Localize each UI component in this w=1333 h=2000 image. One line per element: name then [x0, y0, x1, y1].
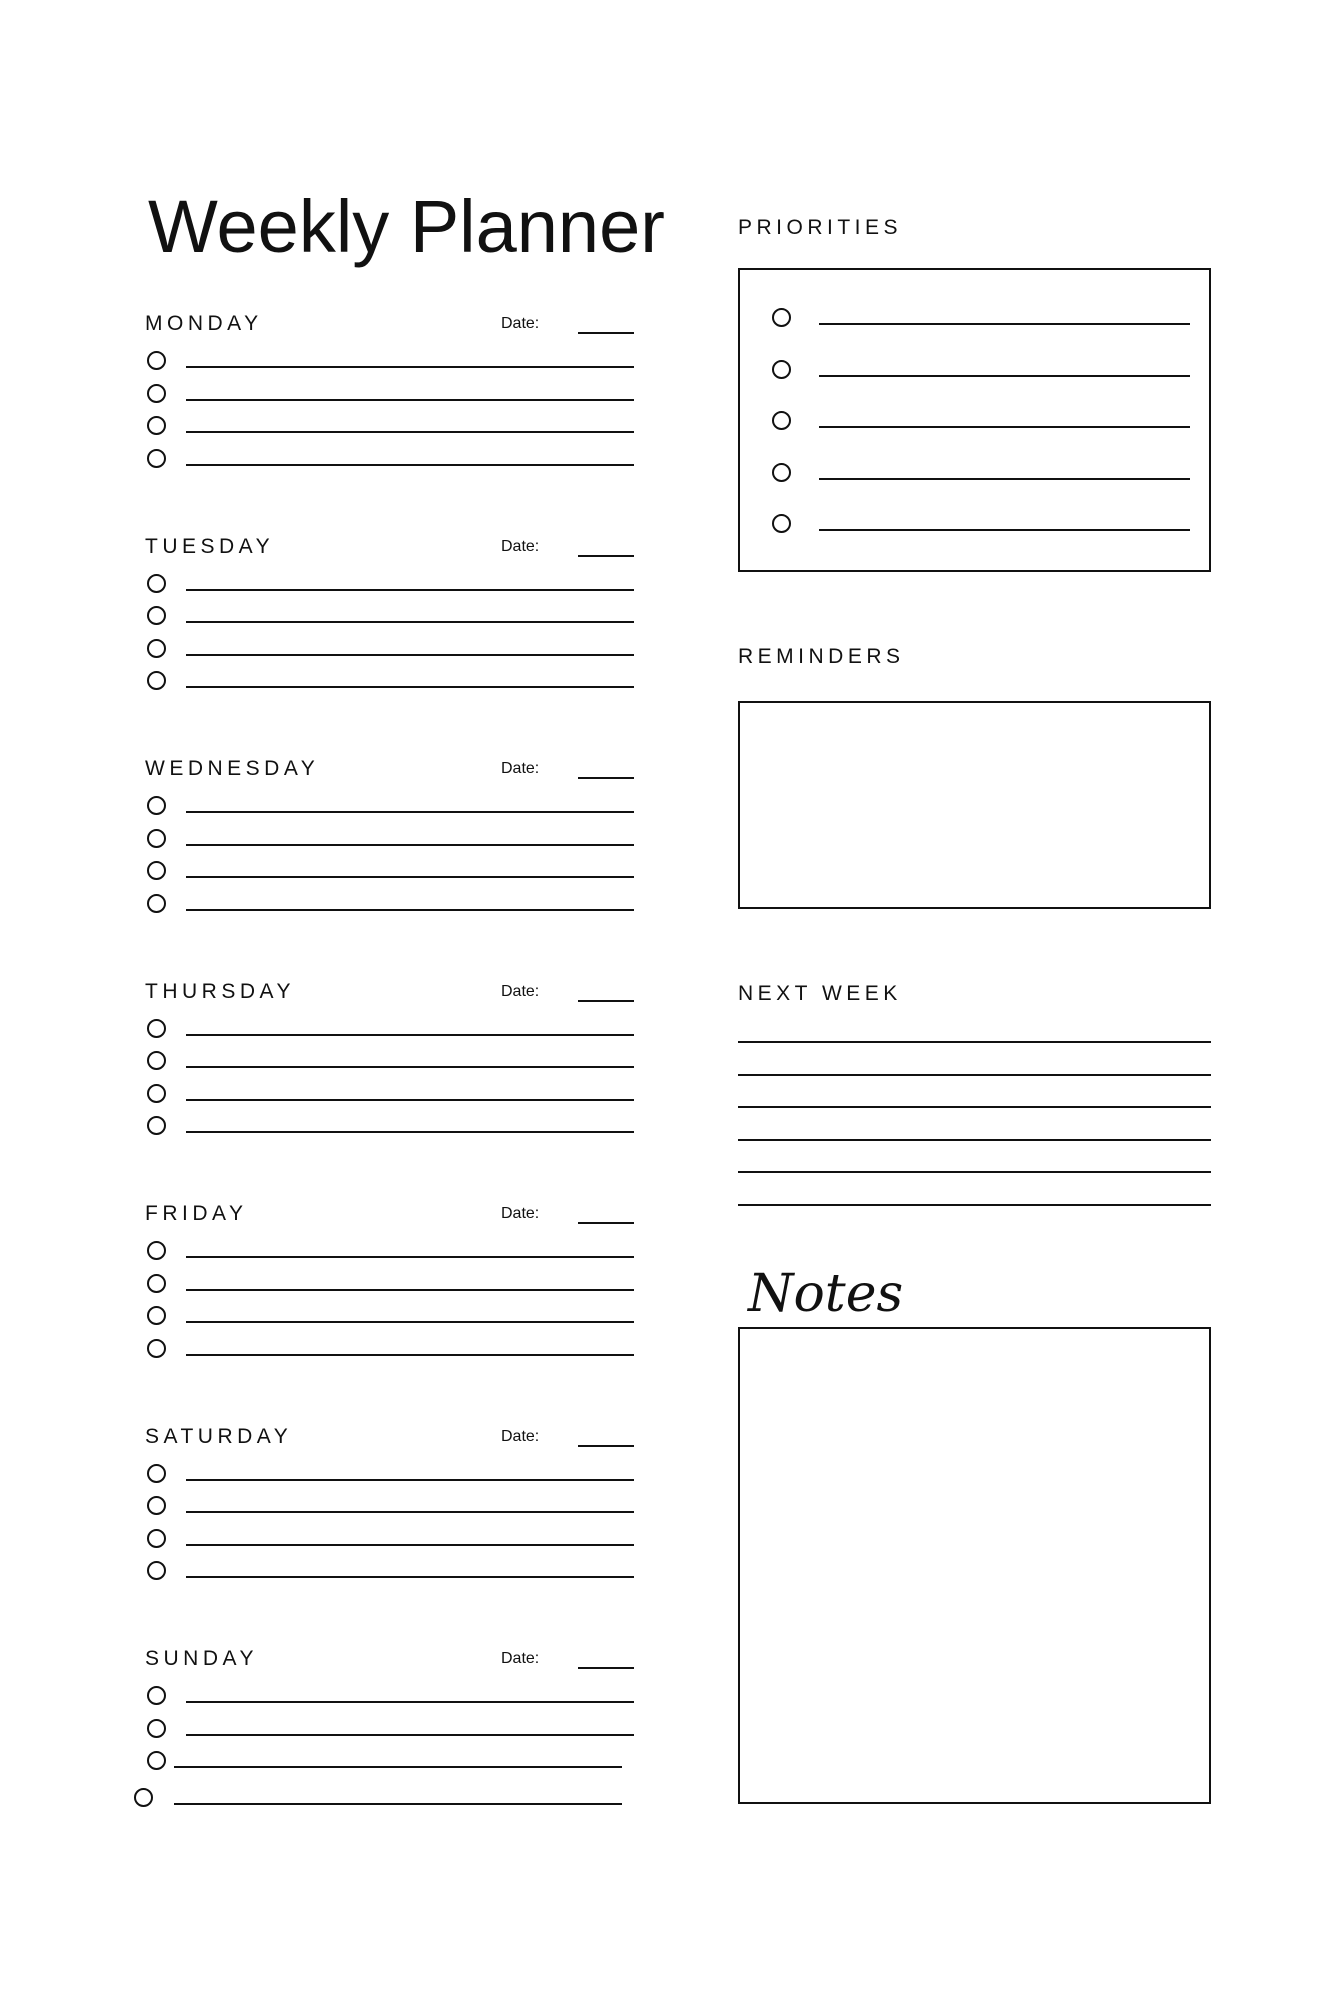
- notes-title: Notes: [748, 1264, 904, 1324]
- priority-checkbox[interactable]: [772, 308, 791, 327]
- task-checkbox[interactable]: [147, 1051, 166, 1070]
- priority-line[interactable]: [819, 426, 1190, 428]
- task-checkbox[interactable]: [147, 861, 166, 880]
- priority-checkbox[interactable]: [772, 463, 791, 482]
- date-field[interactable]: [578, 777, 634, 779]
- reminders-title: REMINDERS: [738, 645, 905, 668]
- priority-line[interactable]: [819, 375, 1190, 377]
- task-line[interactable]: [186, 1701, 634, 1703]
- date-label: Date:: [501, 1205, 540, 1222]
- task-checkbox[interactable]: [147, 1561, 166, 1580]
- task-line[interactable]: [186, 1576, 634, 1578]
- next-week-line[interactable]: [738, 1074, 1211, 1076]
- task-line[interactable]: [186, 909, 634, 911]
- date-field[interactable]: [578, 1222, 634, 1224]
- task-checkbox[interactable]: [147, 1339, 166, 1358]
- priority-line[interactable]: [819, 478, 1190, 480]
- task-line[interactable]: [186, 399, 634, 401]
- task-checkbox[interactable]: [147, 1241, 166, 1260]
- date-label: Date:: [501, 982, 540, 1000]
- task-checkbox[interactable]: [134, 1788, 153, 1807]
- task-line[interactable]: [186, 1034, 634, 1036]
- day-name-thursday: THURSDAY: [145, 979, 295, 1003]
- task-line[interactable]: [174, 1766, 622, 1768]
- day-name-wednesday: WEDNESDAY: [145, 757, 320, 780]
- task-checkbox[interactable]: [147, 606, 166, 625]
- task-line[interactable]: [186, 589, 634, 591]
- task-line[interactable]: [186, 811, 634, 813]
- task-line[interactable]: [186, 1099, 634, 1101]
- task-checkbox[interactable]: [147, 1116, 166, 1135]
- next-week-line[interactable]: [738, 1106, 1211, 1108]
- task-line[interactable]: [186, 366, 634, 368]
- date-field[interactable]: [578, 332, 634, 334]
- reminders-box[interactable]: [738, 701, 1211, 909]
- day-name-monday: MONDAY: [145, 312, 263, 335]
- task-checkbox[interactable]: [147, 1464, 166, 1483]
- next-week-line[interactable]: [738, 1041, 1211, 1043]
- task-checkbox[interactable]: [147, 1306, 166, 1325]
- task-checkbox[interactable]: [147, 449, 166, 468]
- task-line[interactable]: [186, 1479, 634, 1481]
- priority-checkbox[interactable]: [772, 360, 791, 379]
- priority-line[interactable]: [819, 529, 1190, 531]
- task-checkbox[interactable]: [147, 829, 166, 848]
- task-line[interactable]: [174, 1803, 622, 1805]
- notes-box[interactable]: [738, 1327, 1211, 1804]
- task-checkbox[interactable]: [147, 671, 166, 690]
- priorities-box: [738, 268, 1211, 572]
- task-line[interactable]: [186, 876, 634, 878]
- task-line[interactable]: [186, 686, 634, 688]
- task-checkbox[interactable]: [147, 384, 166, 403]
- task-line[interactable]: [186, 1131, 634, 1133]
- task-checkbox[interactable]: [147, 1686, 166, 1705]
- task-line[interactable]: [186, 1734, 634, 1736]
- priority-line[interactable]: [819, 323, 1190, 325]
- next-week-title: NEXT WEEK: [738, 982, 902, 1005]
- task-line[interactable]: [186, 1511, 634, 1513]
- task-line[interactable]: [186, 1544, 634, 1546]
- date-label: Date:: [501, 1650, 540, 1667]
- task-line[interactable]: [186, 654, 634, 656]
- date-field[interactable]: [578, 1000, 634, 1002]
- task-checkbox[interactable]: [147, 1084, 166, 1103]
- task-line[interactable]: [186, 1256, 634, 1258]
- task-line[interactable]: [186, 1066, 634, 1068]
- task-checkbox[interactable]: [147, 1719, 166, 1738]
- task-checkbox[interactable]: [147, 796, 166, 815]
- date-field[interactable]: [578, 555, 634, 557]
- task-checkbox[interactable]: [147, 1496, 166, 1515]
- task-line[interactable]: [186, 844, 634, 846]
- task-line[interactable]: [186, 1289, 634, 1291]
- task-checkbox[interactable]: [147, 416, 166, 435]
- date-label: Date:: [501, 537, 540, 555]
- date-field[interactable]: [578, 1445, 634, 1447]
- task-line[interactable]: [186, 464, 634, 466]
- day-name-friday: FRIDAY: [145, 1202, 248, 1225]
- priority-checkbox[interactable]: [772, 411, 791, 430]
- date-label: Date:: [501, 1427, 540, 1445]
- task-checkbox[interactable]: [147, 1019, 166, 1038]
- task-checkbox[interactable]: [147, 351, 166, 370]
- day-name-tuesday: TUESDAY: [145, 534, 275, 558]
- task-checkbox[interactable]: [147, 1751, 166, 1770]
- task-checkbox[interactable]: [147, 894, 166, 913]
- task-line[interactable]: [186, 1354, 634, 1356]
- page-title: Weekly Planner: [148, 185, 665, 268]
- date-field[interactable]: [578, 1667, 634, 1669]
- task-line[interactable]: [186, 621, 634, 623]
- next-week-line[interactable]: [738, 1204, 1211, 1206]
- task-checkbox[interactable]: [147, 639, 166, 658]
- task-checkbox[interactable]: [147, 1274, 166, 1293]
- day-name-sunday: SUNDAY: [145, 1647, 258, 1670]
- date-label: Date:: [501, 760, 540, 777]
- priority-checkbox[interactable]: [772, 514, 791, 533]
- next-week-line[interactable]: [738, 1139, 1211, 1141]
- task-checkbox[interactable]: [147, 574, 166, 593]
- task-line[interactable]: [186, 431, 634, 433]
- next-week-line[interactable]: [738, 1171, 1211, 1173]
- task-line[interactable]: [186, 1321, 634, 1323]
- priorities-title: PRIORITIES: [738, 216, 903, 239]
- date-label: Date:: [501, 315, 540, 332]
- task-checkbox[interactable]: [147, 1529, 166, 1548]
- day-name-saturday: SATURDAY: [145, 1424, 293, 1448]
